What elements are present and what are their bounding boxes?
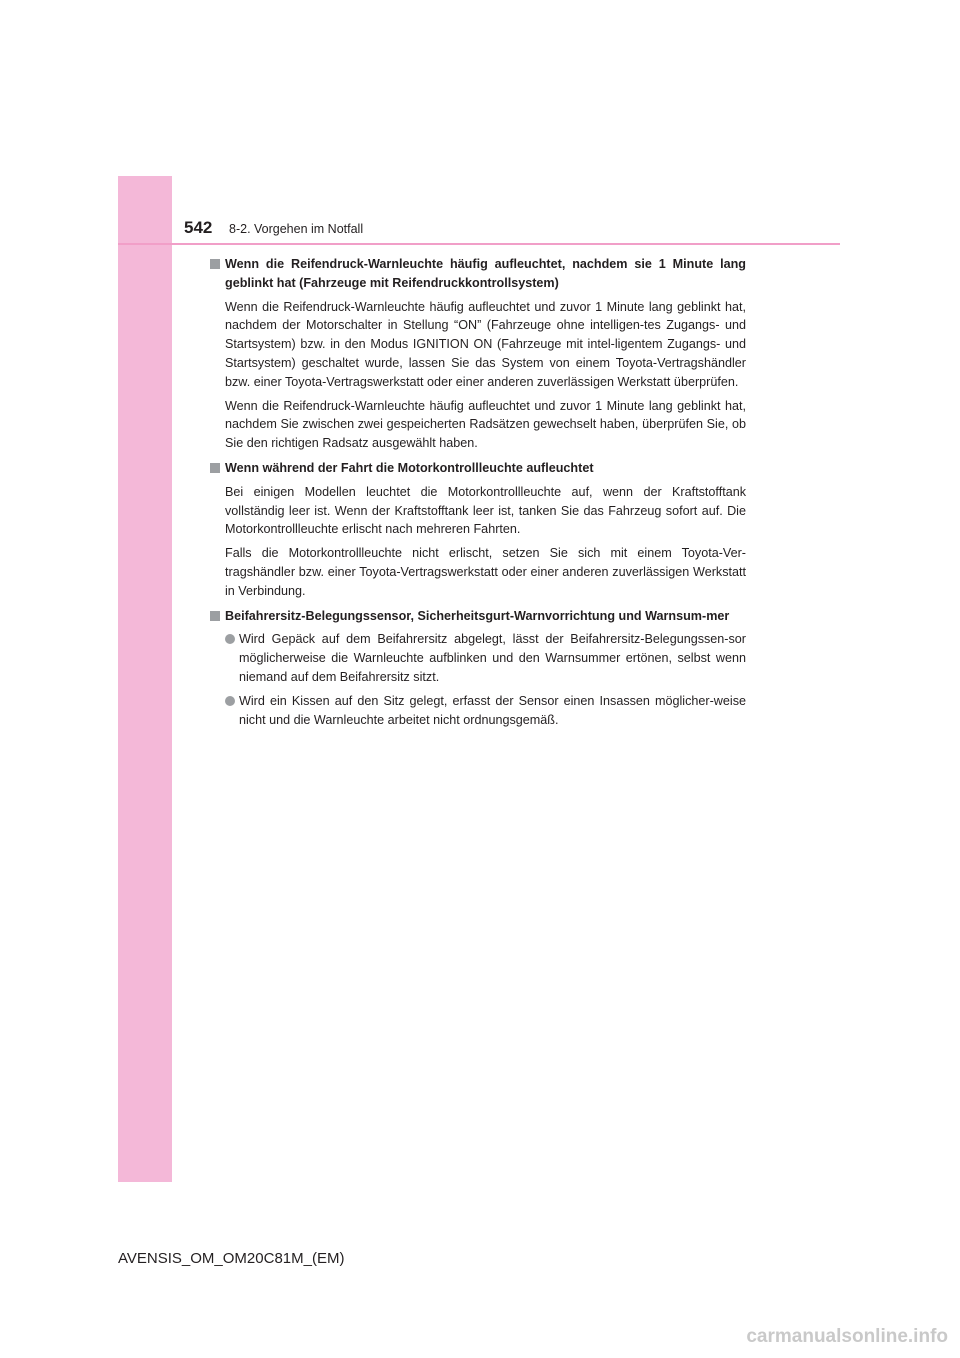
paragraph: Falls die Motorkontrollleuchte nicht erlischt, setzen Sie sich mit einem Toyota-Ver-tragshändler bzw. einer Toyota-Vertragswerkstatt oder einer anderen zuverlässigen Werkstatt in Verbindung. (225, 546, 746, 598)
section-heading (208, 459, 746, 478)
page-number: 542 (184, 218, 213, 237)
list-item (208, 692, 746, 730)
section-heading (208, 255, 746, 293)
watermark: carmanualsonline.info (746, 1326, 948, 1347)
paragraph: Wenn die Reifendruck-Warnleuchte häufig aufleuchtet und zuvor 1 Minute lang geblinkt hat, nachdem der Motorschalter in Stellung “ON” (Fahrzeuge ohne intelligen-tes Zugangs- und Startsystem) bzw. in den Modus IGNITION ON (Fahrzeuge mit intel-ligentem Zugangs- und Startsystem) geschaltet wurde, lassen Sie das System von einem Toyota-Vertragshändler bzw. einer Toyota-Vertragswerkstatt oder einer anderen zuverlässigen Werkstatt überprüfen. (225, 299, 746, 389)
square-bullet-icon (210, 463, 220, 473)
list-item-text: Wird ein Kissen auf den Sitz gelegt, erfasst der Sensor einen Insassen möglicher-weise nicht und die Warnleuchte arbeitet nicht ordnungsgemäß. (239, 693, 746, 727)
section-tire-pressure (208, 255, 746, 453)
heading-text: Beifahrersitz-Belegungssensor, Sicherheitsgurt-Warnvorrichtung und Warnsum-mer (225, 608, 730, 623)
header-divider (118, 243, 840, 245)
square-bullet-icon (210, 259, 220, 269)
heading-text: Wenn die Reifendruck-Warnleuchte häufig aufleuchtet, nachdem sie 1 Minute lang geblinkt hat (Fahrzeuge mit Reifendruckkontrollsystem) (225, 257, 746, 290)
page-content (208, 255, 746, 735)
paragraph: Bei einigen Modellen leuchtet die Motorkontrollleuchte auf, wenn der Kraftstofftank vollständig leer ist. Wenn der Kraftstofftank leer ist, tanken Sie das Fahrzeug sofort auf. Die Motorkontrollleuchte erlischt nach mehreren Fahrten. (225, 484, 746, 537)
square-bullet-icon (210, 611, 220, 621)
round-bullet-icon (225, 696, 235, 706)
list-item-text: Wird Gepäck auf dem Beifahrersitz abgelegt, lässt der Beifahrersitz-Belegungssen-sor möglicherweise die Warnleuchte aufblinken und den Warnsummer ertönen, selbst wenn niemand auf dem Beifahrersitz sitzt. (239, 632, 746, 684)
round-bullet-icon (225, 634, 235, 644)
side-color-band (118, 176, 172, 1182)
section-engine-light (208, 459, 746, 601)
list-item (208, 630, 746, 686)
document-code: AVENSIS_OM_OM20C81M_(EM) (118, 1250, 345, 1267)
section-passenger-sensor (208, 607, 746, 730)
section-title: 8-2. Vorgehen im Notfall (229, 222, 364, 236)
heading-text: Wenn während der Fahrt die Motorkontrollleuchte aufleuchtet (225, 460, 594, 475)
paragraph: Wenn die Reifendruck-Warnleuchte häufig aufleuchtet und zuvor 1 Minute lang geblinkt hat, nachdem Sie zwischen zwei gespeicherten Radsätzen gewechselt haben, überprüfen Sie, ob Sie den richtigen Radsatz ausgewählt haben. (225, 398, 746, 451)
section-heading (208, 607, 746, 626)
